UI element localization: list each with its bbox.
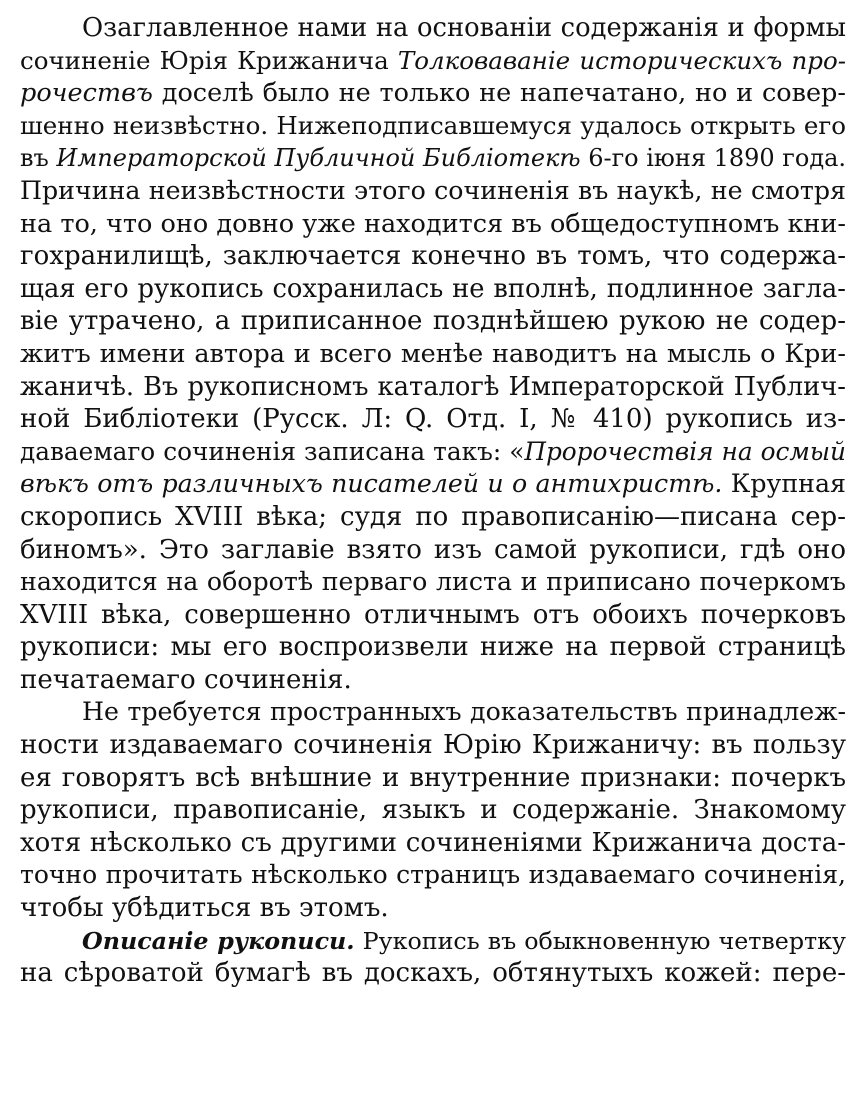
text-line [20,599,846,632]
text-run: на то, что оно довно уже находится въ общедоступномъ кни- [20,208,846,239]
text-run: находится на оборотѣ перваго листа и приписано почеркомъ [20,567,846,597]
text-run: Причина неизвѣстности этого сочиненiя въ наукѣ, не смотря [20,175,846,205]
text-line [20,664,846,697]
text-line [20,892,846,925]
text-run: ности издаваемаго сочиненiя Юрiю Крижаничу: въ пользу [20,730,846,761]
text-run: житъ имени автора и всего менѣе наводитъ на мысль о Кри- [20,338,846,369]
text-run: ея говорятъ всѣ внѣшние и внутренние признаки: почеркъ [20,762,846,793]
emphasis-run: вѣкъ отъ различныхъ писателей и о антихристѣ. [20,469,723,499]
text-run: доселѣ было не только не напечатано, но и совер- [152,78,846,109]
text-run: вiе утрачено, а приписанное позднѣйшею рукою не содер- [20,306,846,337]
text-run: Крупная [722,469,846,499]
paragraph [20,925,846,990]
text-line [20,305,846,338]
text-run: жаничѣ. Въ рукописномъ каталогѣ Императорской Публич- [20,371,846,402]
document-page [20,12,846,990]
text-line [20,273,846,306]
text-line [20,566,846,599]
emphasis-run: Толковаванiе историческихъ про- [397,45,846,75]
text-line [20,338,846,371]
text-run: Озаглавленное нами на основанiи содержанiя и формы [82,13,846,43]
text-run: рукописи, правописанiе, языкъ и содержанiе. Знакомому [20,795,846,826]
text-run: чтобы убѣдиться въ этомъ. [20,893,389,924]
text-run: шенно неизвѣстно. Нижеподписавшемуся удалось открыть его [20,110,846,140]
text-line [20,957,846,990]
text-run: даваемаго сочиненiя записана такъ: « [20,436,525,466]
text-run: рукописи: мы его воспроизвели ниже на первой страницѣ [20,632,846,663]
text-line [20,631,846,664]
text-line [20,729,846,762]
text-line [20,45,846,78]
emphasis-run: Императорской Публичной Библiотекѣ [56,144,581,173]
text-run: точно прочитать нѣсколько страницъ издаваемаго сочиненiя, [20,860,846,890]
text-run: сочиненiе Юрiя Крижанича [20,45,398,75]
text-line [20,925,846,958]
text-line [20,534,846,567]
paragraph [20,696,846,924]
text-run: Не требуется пространныхъ доказательствъ принадлеж- [82,697,846,727]
text-run: въ [20,144,57,173]
text-line [20,794,846,827]
text-line [20,468,846,501]
emphasis-run: Описанiе рукописи. [82,926,355,955]
text-line [20,371,846,404]
text-line [20,501,846,534]
text-run: щая его рукопись сохранилась не вполнѣ, подлинное загла- [20,273,846,304]
text-run: XVIII вѣка, совершенно отличнымъ отъ обоихъ почерковъ [20,599,846,630]
text-run: Рукопись въ обыкновенную четвертку [354,926,847,955]
text-run: хотя нѣсколько съ другими сочиненiями Крижанича доста- [20,827,846,858]
text-line [20,762,846,795]
text-run: скоропись XVIII вѣка; судя по правописанiю—писана сер- [20,501,846,532]
emphasis-run: рочествъ [20,78,153,109]
text-line [20,175,846,208]
text-run: 6-го iюня 1890 года. [580,144,847,173]
text-line [20,240,846,273]
text-line [20,77,846,110]
text-line [20,12,846,45]
text-run: биномъ». Это заглавiе взято изъ самой рукописи, гдѣ оно [20,534,846,565]
text-line [20,403,846,436]
text-run: печатаемаго сочиненiя. [20,664,352,695]
text-run: гохранилищѣ, заключается конечно въ томъ, что содержа- [20,241,846,272]
text-line [20,436,846,469]
paragraph [20,12,846,696]
text-line [20,142,846,175]
text-line [20,859,846,892]
emphasis-run: Пророчествiя на осмый [524,436,846,466]
text-line [20,696,846,729]
text-line [20,208,846,241]
text-line [20,110,846,143]
text-run: на сѣроватой бумагѣ въ доскахъ, обтянутыхъ кожей: пере- [20,958,846,989]
text-line [20,827,846,860]
text-run: ной Библiотеки (Русск. Л: Q. Отд. I, № 410) рукопись из- [20,404,846,435]
